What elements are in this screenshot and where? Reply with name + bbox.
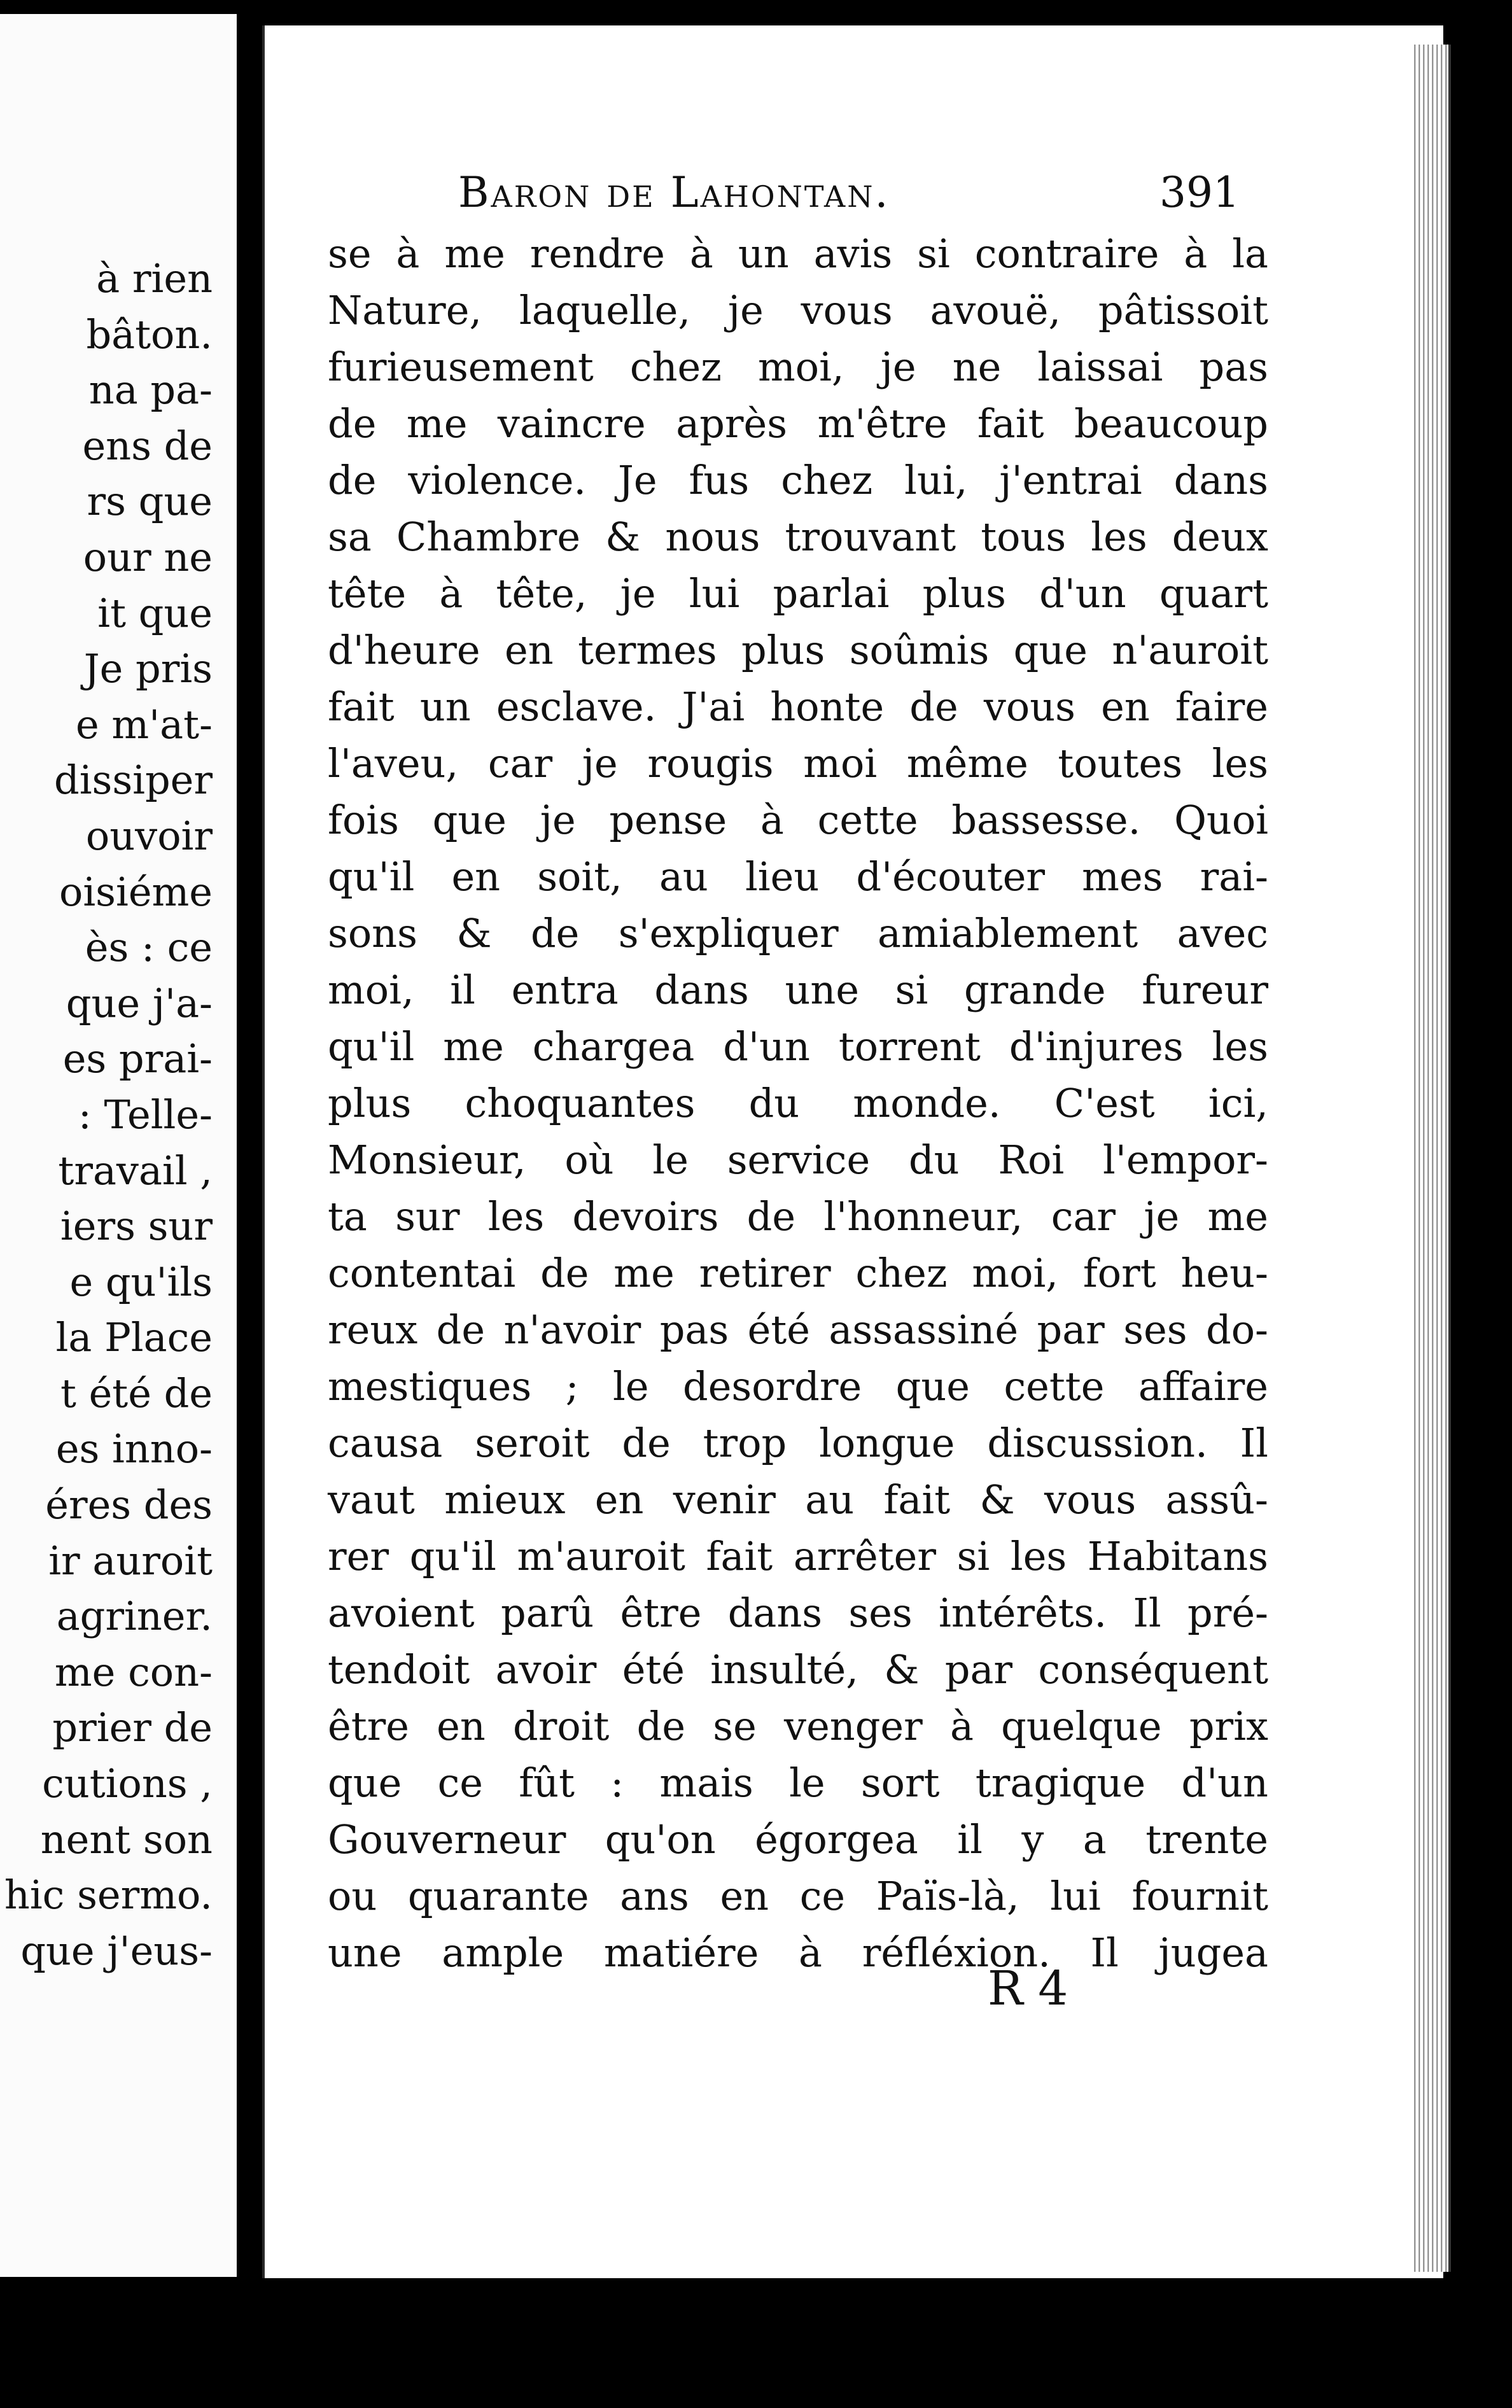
signature-mark: R 4 — [988, 1961, 1068, 2016]
text-line: Monsieur, où le service du Roi l'empor- — [328, 1137, 1268, 1183]
text-line: tendoit avoir été insulté, & par conséquent — [328, 1646, 1268, 1693]
text-line: plus choquantes du monde. C'est ici, — [328, 1080, 1268, 1126]
text-line: l'aveu, car je rougis moi même toutes les — [328, 740, 1268, 787]
text-line: furieusement chez moi, je ne laissai pas — [328, 344, 1268, 390]
left-page-line: cutions , — [42, 1760, 213, 1807]
left-page-line: que j'a- — [66, 979, 213, 1026]
left-page-line: la Place — [55, 1314, 213, 1361]
left-page-line: Je pris — [83, 645, 213, 692]
text-line: d'heure en termes plus soûmis que n'auroit — [328, 627, 1268, 673]
left-page-line: nent son — [40, 1816, 213, 1863]
left-page-line: it que — [97, 589, 213, 636]
left-page-line: hic sermo. — [4, 1872, 213, 1919]
body-text — [328, 225, 1268, 1981]
left-page-line: t été de — [60, 1369, 213, 1417]
left-page-line: travail , — [58, 1147, 213, 1194]
text-line: causa seroit de trop longue discussion. Il — [328, 1420, 1268, 1466]
left-page-line: prier de — [52, 1704, 213, 1751]
text-line: sons & de s'expliquer amiablement avec — [328, 910, 1268, 956]
text-line: Gouverneur qu'on égorgea il y a trente — [328, 1816, 1268, 1863]
left-page-line: bâton. — [86, 311, 213, 358]
text-line: avoient parû être dans ses intérêts. Il pré- — [328, 1590, 1268, 1636]
text-line: moi, il entra dans une si grande fureur — [328, 967, 1268, 1013]
text-line: de violence. Je fus chez lui, j'entrai dans — [328, 457, 1268, 503]
left-page-line: agriner. — [56, 1593, 213, 1640]
left-page-line: our ne — [83, 533, 213, 580]
text-line: que ce fût : mais le sort tragique d'un — [328, 1760, 1268, 1806]
text-line: qu'il me chargea d'un torrent d'injures les — [328, 1023, 1268, 1070]
text-line: sa Chambre & nous trouvant tous les deux — [328, 514, 1268, 560]
text-line: fait un esclave. J'ai honte de vous en faire — [328, 683, 1268, 730]
left-page-fragment — [0, 14, 241, 2277]
left-page-line: ès : ce — [85, 924, 213, 971]
left-page-line: me con- — [54, 1648, 213, 1695]
left-page-line: éres des — [45, 1481, 213, 1529]
text-line: mestiques ; le desordre que cette affaire — [328, 1363, 1268, 1410]
left-page-line: à rien — [96, 255, 213, 302]
left-page-line: dissiper — [54, 757, 213, 804]
text-line: rer qu'il m'auroit fait arrêter si les Habitans — [328, 1533, 1268, 1579]
left-page-line: ens de — [82, 422, 213, 469]
text-line: contentai de me retirer chez moi, fort heu- — [328, 1250, 1268, 1296]
left-page-line: ouvoir — [85, 812, 213, 859]
left-page-line: e m'at- — [75, 701, 213, 748]
text-line: être en droit de se venger à quelque prix — [328, 1703, 1268, 1749]
text-line: ou quarante ans en ce Païs-là, lui fournit — [328, 1873, 1268, 1919]
text-line: se à me rendre à un avis si contraire à la — [328, 230, 1268, 277]
text-line: de me vaincre après m'être fait beaucoup — [328, 400, 1268, 447]
text-line: reux de n'avoir pas été assassiné par ses do- — [328, 1306, 1268, 1353]
text-line: Nature, laquelle, je vous avouë, pâtissoit — [328, 287, 1268, 333]
left-page-line: es inno- — [55, 1425, 213, 1473]
left-page-text — [0, 251, 237, 1978]
text-line: vaut mieux en venir au fait & vous assû- — [328, 1476, 1268, 1523]
running-head: Baron de Lahontan. — [458, 168, 890, 217]
text-line: tête à tête, je lui parlai plus d'un quart — [328, 570, 1268, 617]
left-page-line: iers sur — [60, 1203, 213, 1250]
text-line: une ample matiére à réfléxion. Il jugea — [328, 1929, 1268, 1976]
page-edges — [1411, 45, 1451, 2272]
left-page-line: rs que — [87, 478, 213, 525]
text-line: fois que je pense à cette bassesse. Quoi — [328, 797, 1268, 843]
left-page-line: oisiéme — [59, 868, 213, 915]
left-page-line: e qu'ils — [69, 1258, 213, 1305]
left-page-line: na pa- — [88, 367, 213, 414]
left-page-line: que j'eus- — [20, 1927, 213, 1974]
left-page-line: es prai- — [62, 1035, 213, 1082]
text-line: ta sur les devoirs de l'honneur, car je me — [328, 1193, 1268, 1240]
left-page-line: : Telle- — [78, 1091, 213, 1138]
left-page-line: ir auroit — [48, 1537, 213, 1584]
text-line: qu'il en soit, au lieu d'écouter mes rai- — [328, 853, 1268, 900]
page-number: 391 — [1159, 168, 1240, 217]
